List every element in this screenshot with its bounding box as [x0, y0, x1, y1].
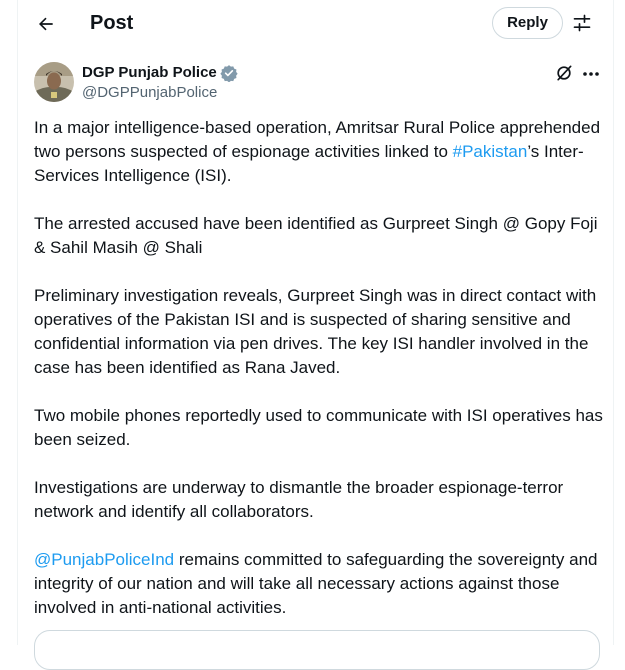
page-title: Post [90, 12, 134, 34]
media-card[interactable] [34, 630, 600, 670]
sliders-icon [572, 13, 592, 33]
tweet-paragraph-5: Investigations are underway to dismantle the broader espionage-terror network and identify all collaborators. [34, 478, 564, 521]
tweet-text-span: remains committed to safeguarding the sovereignty and integrity of our nation and will take all necessary actions against those involved in anti-national activities. [34, 550, 598, 617]
mention-link[interactable]: @PunjabPoliceInd [34, 550, 175, 569]
tweet-text-span: ’s Inter-Services Intelligence (ISI). [34, 142, 584, 185]
post-column [17, 0, 614, 645]
grok-icon [554, 63, 574, 83]
settings-button[interactable] [569, 10, 595, 36]
author-handle[interactable]: @DGPPunjabPolice [82, 84, 218, 101]
tweet-paragraph-3: Preliminary investigation reveals, Gurpreet Singh was in direct contact with operatives of the Pakistan ISI and is suspected of sharing sensitive and confidential information via pen drives. The key ISI handler involved in the case has been identified as Rana Javed. [34, 286, 597, 377]
tweet-paragraph-4: Two mobile phones reportedly used to communicate with ISI operatives has been seized. [34, 406, 603, 449]
post-header [18, 0, 615, 48]
avatar-image [34, 62, 74, 102]
tweet-paragraph-6 [34, 548, 604, 620]
name-row [82, 64, 238, 82]
tweet-text [34, 116, 604, 644]
back-button[interactable] [30, 8, 62, 40]
tweet-paragraph-1 [34, 116, 604, 188]
hashtag-link[interactable]: #Pakistan [452, 142, 528, 161]
grok-button[interactable] [554, 63, 574, 83]
tweet-text-span: In a major intelligence-based operation, Amritsar Rural Police apprehended two persons suspected of espionage activities linked to [34, 118, 601, 161]
back-arrow-icon [36, 14, 56, 34]
verified-badge-icon[interactable] [220, 64, 238, 82]
avatar[interactable] [34, 62, 74, 102]
more-dots-icon [580, 64, 602, 84]
more-button[interactable] [580, 64, 602, 84]
author-row [18, 60, 615, 108]
author-name[interactable]: DGP Punjab Police [82, 64, 217, 81]
reply-button[interactable]: Reply [492, 7, 563, 39]
tweet-paragraph-2: The arrested accused have been identified as Gurpreet Singh @ Gopy Foji & Sahil Masih @ Shali [34, 214, 598, 257]
